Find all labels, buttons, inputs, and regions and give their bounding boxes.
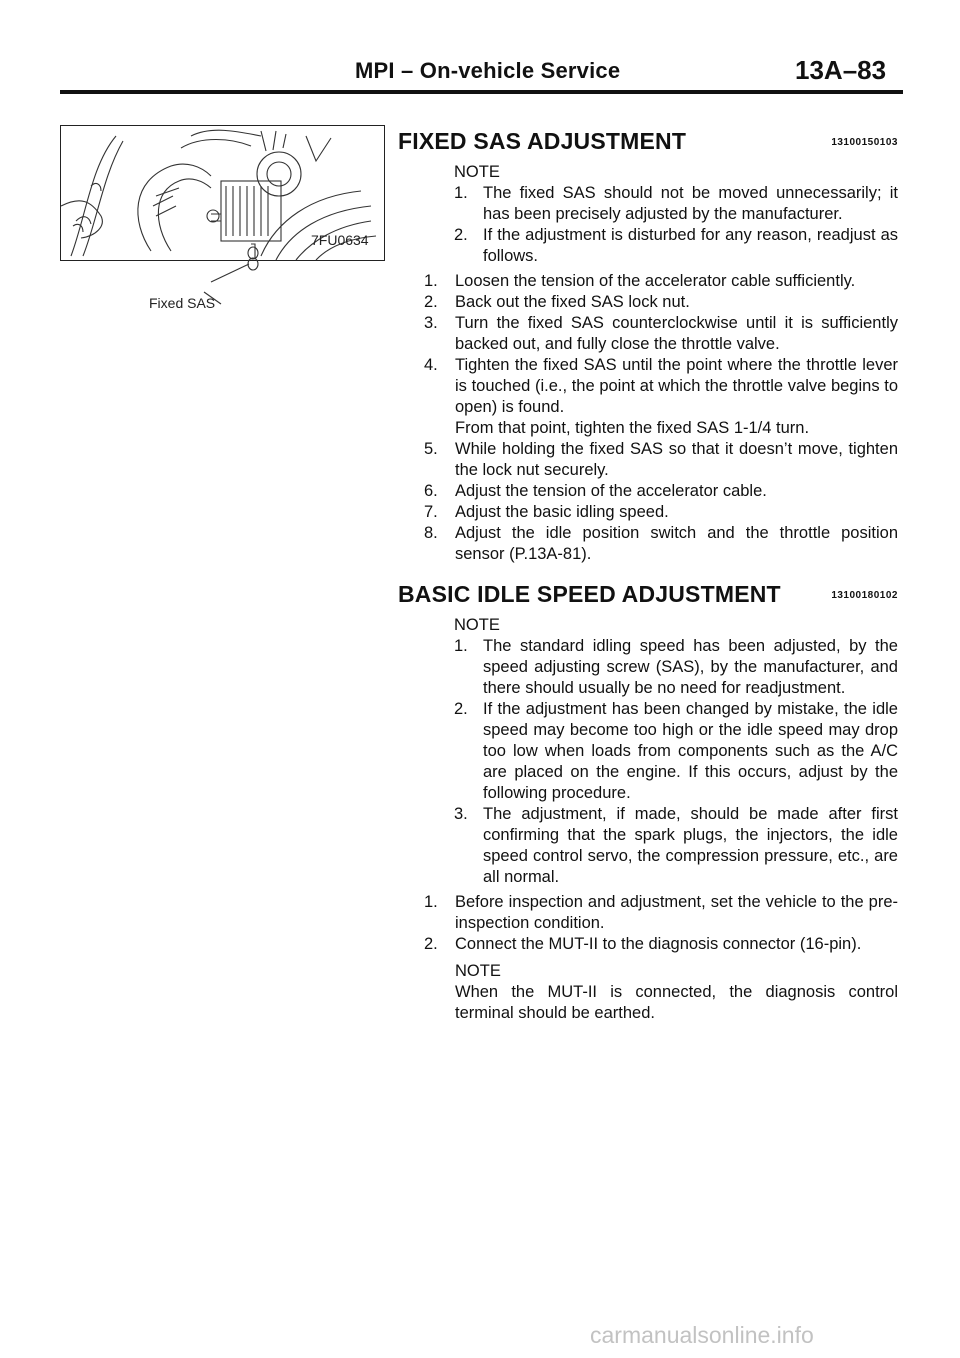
watermark: carmanualsonline.info: [590, 1322, 814, 1348]
note-item: 2. If the adjustment has been changed by mistake, the idle speed may become too high or the idle speed may drop too low when loads from components such as the A/C are placed on the engine. If this occurs, adjust by the following procedure.: [454, 700, 898, 802]
header-divider: [60, 90, 903, 94]
note-label: NOTE: [454, 163, 500, 181]
note-item: 3. The adjustment, if made, should be made after first confirming that the spark plugs, the injectors, the idle speed control servo, the compression pressure, etc., are all normal.: [454, 805, 898, 886]
note-item: 2. If the adjustment is disturbed for any reason, readjust as follows.: [454, 226, 898, 265]
note-label: NOTE: [455, 962, 501, 980]
section-code: 13100180102: [831, 590, 898, 601]
section-basic-idle-header: [398, 581, 898, 609]
section-fixed-sas-header: [398, 128, 898, 156]
step-item: 6. Adjust the tension of the accelerator cable.: [424, 482, 767, 500]
figure-callout-fixed-sas: Fixed SAS: [149, 295, 216, 311]
note-block: [398, 615, 898, 888]
step-item: 4. Tighten the fixed SAS until the point where the throttle lever is touched (i.e., the point at which the throttle valve begins to open) is found. From that point, tighten the fixed SAS 1-1/4 turn.: [424, 356, 898, 437]
step-item: 5. While holding the fixed SAS so that it doesn’t move, tighten the lock nut securely.: [424, 440, 898, 479]
engine-illustration: [60, 125, 385, 311]
page-header-title: MPI – On-vehicle Service: [355, 58, 621, 83]
step-item: 1. Loosen the tension of the accelerator cable sufficiently.: [424, 272, 856, 290]
page-number: 13A–83: [795, 55, 887, 85]
note-item: 1. The standard idling speed has been adjusted, by the speed adjusting screw (SAS), by the manufacturer, and there should usually be no need for readjustment.: [454, 637, 898, 697]
note-text: When the MUT-II is connected, the diagnosis control terminal should be earthed.: [455, 983, 898, 1022]
procedure-steps: [398, 271, 898, 565]
step-item: 1. Before inspection and adjustment, set the vehicle to the pre-inspection condition.: [424, 893, 898, 932]
step-item: 8. Adjust the idle position switch and the throttle position sensor (P.13A-81).: [424, 524, 898, 563]
note-label: NOTE: [454, 616, 500, 634]
section-code: 13100150103: [831, 137, 898, 148]
section-title: FIXED SAS ADJUSTMENT: [398, 128, 687, 154]
step-item: 2. Back out the fixed SAS lock nut.: [424, 293, 690, 311]
step-item: 2. Connect the MUT-II to the diagnosis connector (16-pin).: [424, 935, 862, 953]
figure-code: 7FU0634: [311, 232, 369, 248]
section-title: BASIC IDLE SPEED ADJUSTMENT: [398, 581, 781, 607]
step-item: 7. Adjust the basic idling speed.: [424, 503, 669, 521]
note-block: [398, 162, 898, 267]
step-item: 3. Turn the fixed SAS counterclockwise until it is sufficiently backed out, and fully close the throttle valve.: [424, 314, 898, 353]
main-content: [398, 128, 898, 1024]
procedure-steps: [398, 892, 898, 955]
note-item: 1. The fixed SAS should not be moved unnecessarily; it has been precisely adjusted by the manufacturer.: [454, 184, 898, 223]
